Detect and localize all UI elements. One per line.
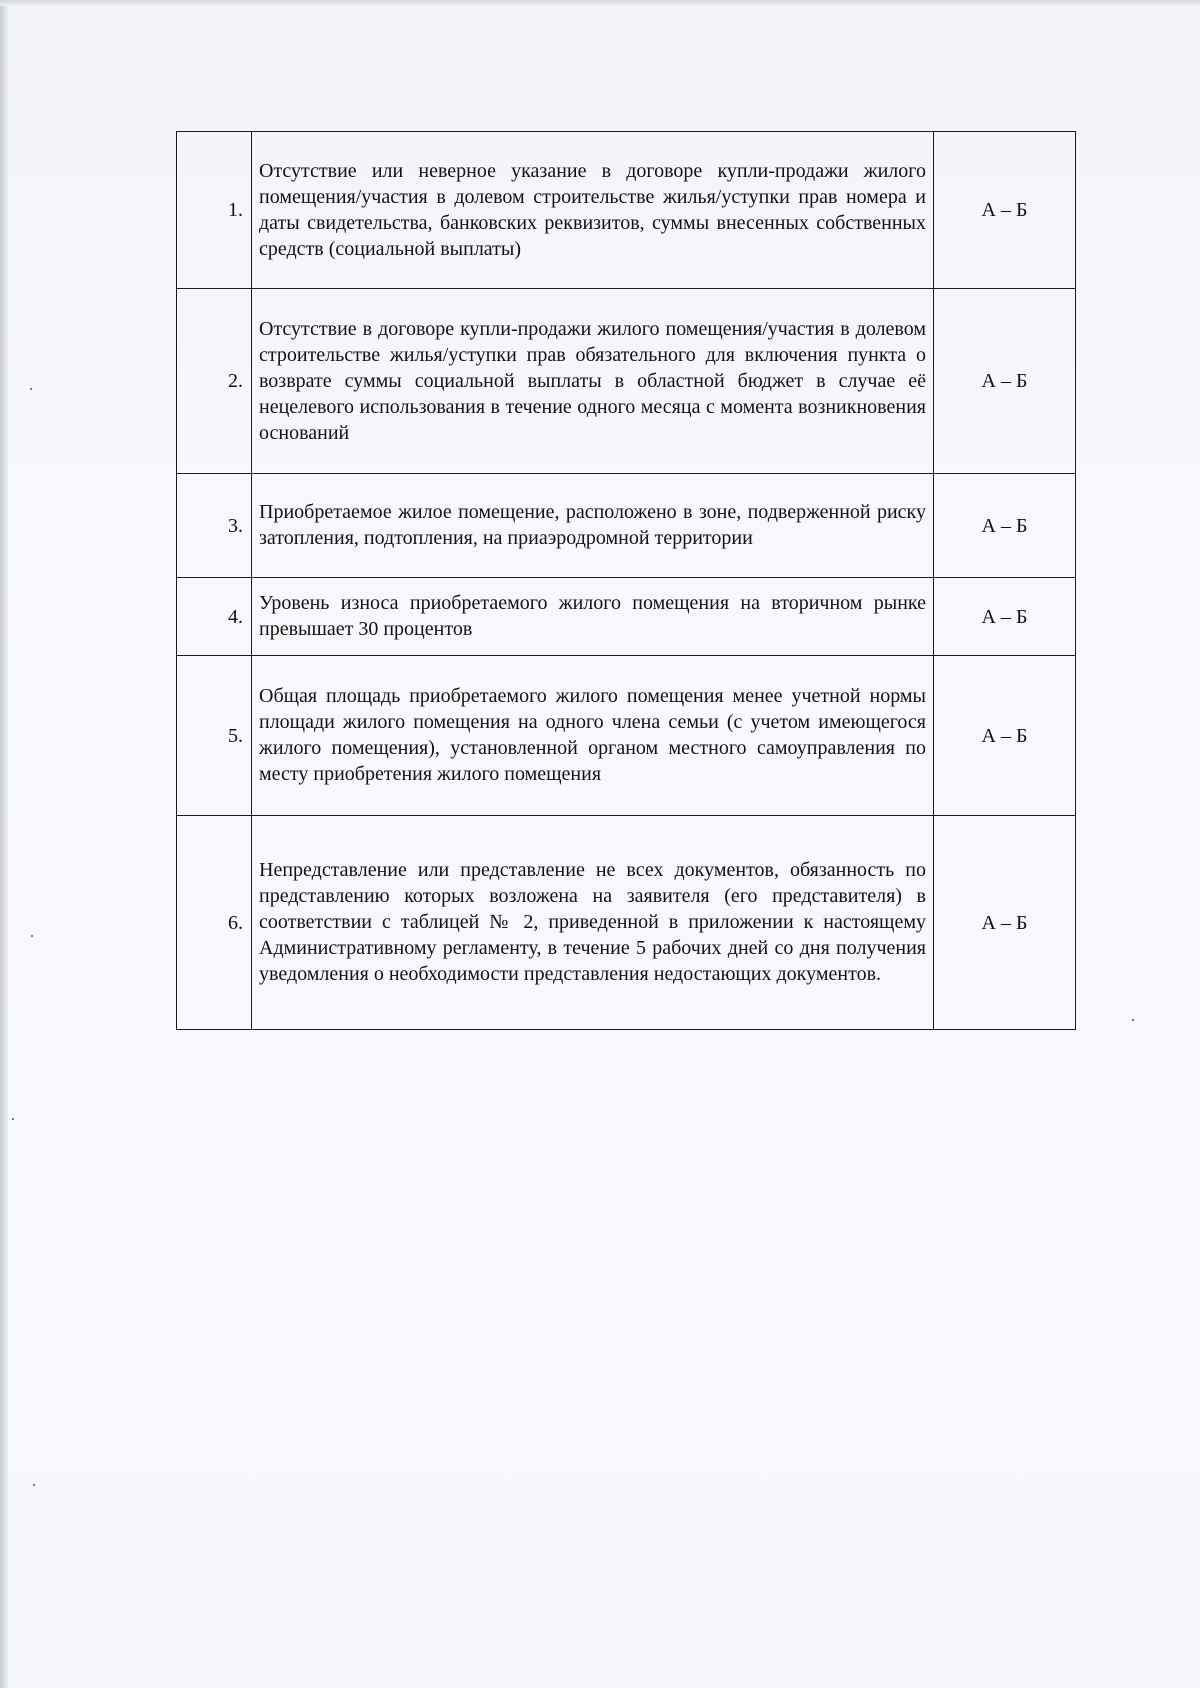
row-code: А – Б [934, 132, 1076, 289]
row-text: Приобретаемое жилое помещение, расположено в зоне, подверженной риску затопления, подтопления, на приаэродромной территории [252, 474, 934, 578]
table-row [177, 132, 1076, 289]
row-number: 2. [177, 289, 252, 474]
scan-speck [1132, 1019, 1134, 1021]
grounds-table [176, 131, 1076, 1030]
row-code: А – Б [934, 474, 1076, 578]
scan-speck [31, 935, 33, 937]
scan-speck [30, 388, 32, 390]
row-code: А – Б [934, 289, 1076, 474]
row-text: Непредставление или представление не всех документов, обязанность по представлению которых возложена на заявителя (его представителя) в соответствии с таблицей № 2, приведенной в приложении к настоящему Административному регламенту, в течение 5 рабочих дней со дня получения уведомления о необходимости представления недостающих документов. [252, 816, 934, 1030]
row-number: 3. [177, 474, 252, 578]
scan-top-edge [0, 0, 1200, 6]
table-row [177, 816, 1076, 1030]
row-text: Общая площадь приобретаемого жилого помещения менее учетной нормы площади жилого помещения на одного члена семьи (с учетом имеющегося жилого помещения), установленной органом местного самоуправления по месту приобретения жилого помещения [252, 656, 934, 816]
table-row [177, 474, 1076, 578]
table-row [177, 578, 1076, 656]
table-row [177, 656, 1076, 816]
row-code: А – Б [934, 816, 1076, 1030]
row-code: А – Б [934, 578, 1076, 656]
row-number: 5. [177, 656, 252, 816]
row-text: Отсутствие в договоре купли-продажи жилого помещения/участия в долевом строительстве жилья/уступки прав обязательного для включения пункта о возврате суммы социальной выплаты в областной бюджет в случае её нецелевого использования в течение одного месяца с момента возникновения оснований [252, 289, 934, 474]
table-row [177, 289, 1076, 474]
row-number: 4. [177, 578, 252, 656]
scan-speck [33, 1484, 35, 1486]
row-code: А – Б [934, 656, 1076, 816]
row-number: 6. [177, 816, 252, 1030]
row-text: Отсутствие или неверное указание в договоре купли-продажи жилого помещения/участия в долевом строительстве жилья/уступки прав номера и даты свидетельства, банковских реквизитов, суммы внесенных собственных средств (социальной выплаты) [252, 132, 934, 289]
row-number: 1. [177, 132, 252, 289]
scan-left-edge [0, 0, 8, 1688]
row-text: Уровень износа приобретаемого жилого помещения на вторичном рынке превышает 30 процентов [252, 578, 934, 656]
scan-speck [12, 1118, 14, 1120]
